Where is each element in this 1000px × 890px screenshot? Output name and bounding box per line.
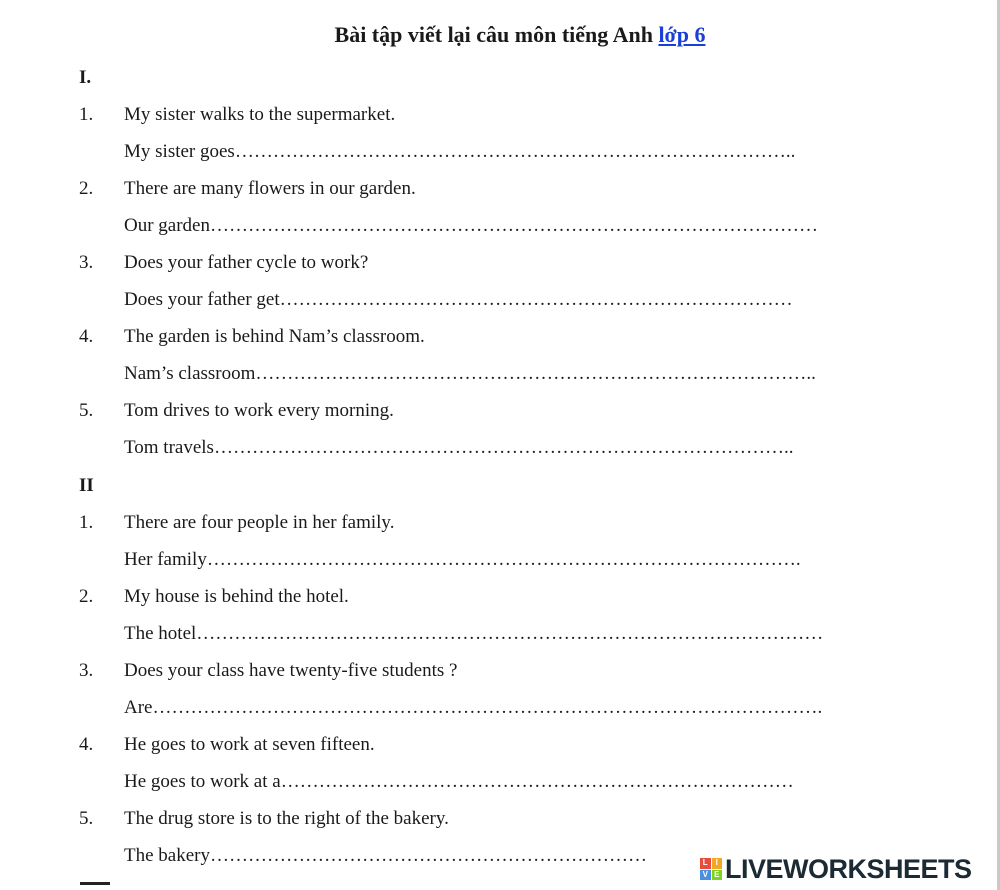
answer-line-1-1[interactable]: My sister goes…………………………………………………………………………….. — [124, 141, 796, 162]
question-text: There are many flowers in our garden. — [124, 178, 416, 199]
answer-line-1-3[interactable]: Does your father get……………………………………………………………………… — [124, 289, 793, 310]
logo-mark-letter: E — [712, 870, 723, 881]
liveworksheets-logo-icon — [700, 858, 722, 880]
question-number: 3. — [79, 660, 94, 681]
logo-mark-letter: I — [712, 858, 723, 869]
title-text: Bài tập viết lại câu môn tiếng Anh — [334, 22, 653, 47]
answer-line-2-1[interactable]: Her family…………………………………………………………………………………. — [124, 549, 801, 570]
question-text: My sister walks to the supermarket. — [124, 104, 396, 125]
answer-line-1-2[interactable]: Our garden…………………………………………………………………………………… — [124, 215, 818, 236]
question-number: 5. — [79, 400, 94, 421]
next-section-heading-fragment — [80, 882, 110, 888]
question-1-5 — [79, 400, 394, 422]
logo-text: LIVEWORKSHEETS — [725, 853, 972, 884]
logo-mark-letter: L — [700, 858, 711, 869]
question-number: 3. — [79, 252, 94, 273]
section-heading-2: II — [79, 475, 94, 496]
answer-line-2-4[interactable]: He goes to work at a……………………………………………………………………… — [124, 771, 794, 792]
answer-line-2-5[interactable]: The bakery…………………………………………………………… — [124, 845, 647, 866]
question-text: There are four people in her family. — [124, 512, 395, 533]
question-1-2 — [79, 178, 416, 200]
question-number: 2. — [79, 178, 94, 199]
question-2-2 — [79, 586, 349, 608]
question-1-3 — [79, 252, 368, 274]
question-text: The garden is behind Nam’s classroom. — [124, 326, 425, 347]
question-number: 4. — [79, 734, 94, 755]
answer-line-1-5[interactable]: Tom travels……………………………………………………………………………….. — [124, 437, 794, 458]
question-number: 5. — [79, 808, 94, 829]
question-2-1 — [79, 512, 394, 534]
answer-line-1-4[interactable]: Nam’s classroom…………………………………………………………………………….. — [124, 363, 816, 384]
question-number: 2. — [79, 586, 94, 607]
question-text: Tom drives to work every morning. — [124, 400, 394, 421]
question-text: My house is behind the hotel. — [124, 586, 349, 607]
question-1-1 — [79, 104, 395, 126]
question-2-5 — [79, 808, 449, 830]
question-1-4 — [79, 326, 425, 348]
question-number: 1. — [79, 104, 94, 125]
question-number: 1. — [79, 512, 94, 533]
question-text: Does your class have twenty-five students ? — [124, 660, 458, 681]
page-title — [0, 22, 1000, 48]
section-heading-1: I. — [79, 67, 92, 88]
answer-line-2-3[interactable]: Are……………………………………………………………………………………………. — [124, 697, 823, 718]
question-text: He goes to work at seven fifteen. — [124, 734, 375, 755]
question-2-4 — [79, 734, 375, 756]
question-text: Does your father cycle to work? — [124, 252, 369, 273]
question-number: 4. — [79, 326, 94, 347]
question-2-3 — [79, 660, 457, 682]
liveworksheets-logo — [698, 853, 972, 885]
answer-line-2-2[interactable]: The hotel……………………………………………………………………………………… — [124, 623, 824, 644]
question-text: The drug store is to the right of the bakery. — [124, 808, 449, 829]
title-grade-link[interactable]: lớp 6 — [658, 22, 706, 47]
logo-mark-letter: V — [700, 870, 711, 881]
